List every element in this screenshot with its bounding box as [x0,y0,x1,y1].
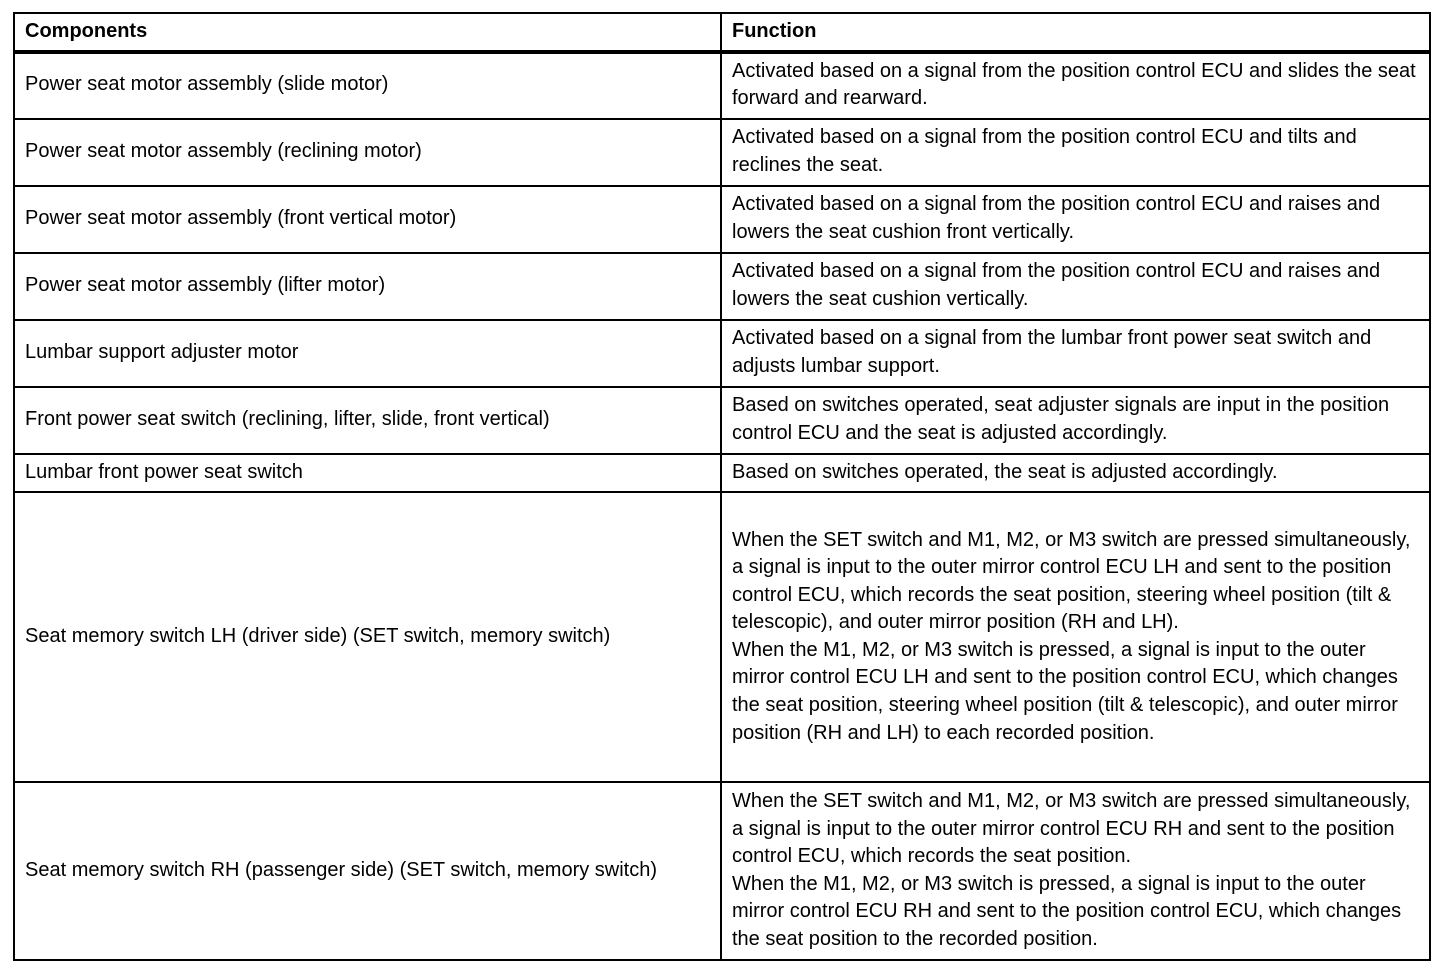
function-text: Activated based on a signal from the position control ECU and slides the seat forward and rearward. [732,59,1416,110]
function-text: Activated based on a signal from the lumbar front power seat switch and adjusts lumbar support. [732,327,1372,377]
function-cell [721,492,1430,782]
function-text: Activated based on a signal from the position control ECU and tilts and reclines the seat. [732,126,1357,176]
table-row [14,253,1430,320]
table-row [14,186,1430,253]
component-cell: Front power seat switch (reclining, lifter, slide, front vertical) [14,387,721,454]
components-function-table [13,12,1431,961]
function-text: When the M1, M2, or M3 switch is pressed, a signal is input to the outer mirror control ECU LH and sent to the position control ECU, which changes the seat position, steering wheel position (tilt & telescopic), and outer mirror position (RH and LH) to each recorded position. [732,638,1398,744]
function-text: When the SET switch and M1, M2, or M3 switch are pressed simultaneously, a signal is input to the outer mirror control ECU RH and sent to the position control ECU, which records the seat position. [732,790,1411,868]
table-row [14,492,1430,782]
function-cell [721,387,1430,454]
component-cell: Power seat motor assembly (slide motor) [14,52,721,119]
function-cell [721,454,1430,493]
function-text: Activated based on a signal from the position control ECU and raises and lowers the seat cushion front vertically. [732,193,1381,243]
component-cell: Lumbar support adjuster motor [14,320,721,387]
table-row [14,320,1430,387]
function-cell [721,320,1430,387]
component-cell: Seat memory switch RH (passenger side) (SET switch, memory switch) [14,782,721,960]
function-text: When the M1, M2, or M3 switch is pressed, a signal is input to the outer mirror control ECU RH and sent to the position control ECU, which changes the seat position to the recorded position. [732,872,1402,951]
table-row [14,387,1430,454]
function-cell [721,119,1430,186]
component-cell: Lumbar front power seat switch [14,454,721,493]
component-cell: Seat memory switch LH (driver side) (SET switch, memory switch) [14,492,721,782]
table-row [14,782,1430,960]
function-text: Based on switches operated, the seat is adjusted accordingly. [732,460,1278,483]
function-text: Activated based on a signal from the position control ECU and raises and lowers the seat cushion vertically. [732,260,1381,310]
table-row [14,119,1430,186]
function-cell [721,186,1430,253]
components-column-header: Components [14,13,721,52]
function-cell [721,253,1430,320]
function-text: Based on switches operated, seat adjuster signals are input in the position control ECU and the seat is adjusted accordingly. [732,394,1390,444]
component-cell: Power seat motor assembly (lifter motor) [14,253,721,320]
table-row [14,52,1430,119]
component-cell: Power seat motor assembly (reclining motor) [14,119,721,186]
table-row [14,454,1430,493]
component-cell: Power seat motor assembly (front vertical motor) [14,186,721,253]
function-column-header: Function [721,13,1430,52]
function-cell [721,782,1430,960]
table-header-row [14,13,1430,52]
function-cell [721,52,1430,119]
function-text: When the SET switch and M1, M2, or M3 switch are pressed simultaneously, a signal is input to the outer mirror control ECU LH and sent to the position control ECU, which records the seat position, steering wheel position (tilt & telescopic), and outer mirror position (RH and LH). [732,528,1411,634]
